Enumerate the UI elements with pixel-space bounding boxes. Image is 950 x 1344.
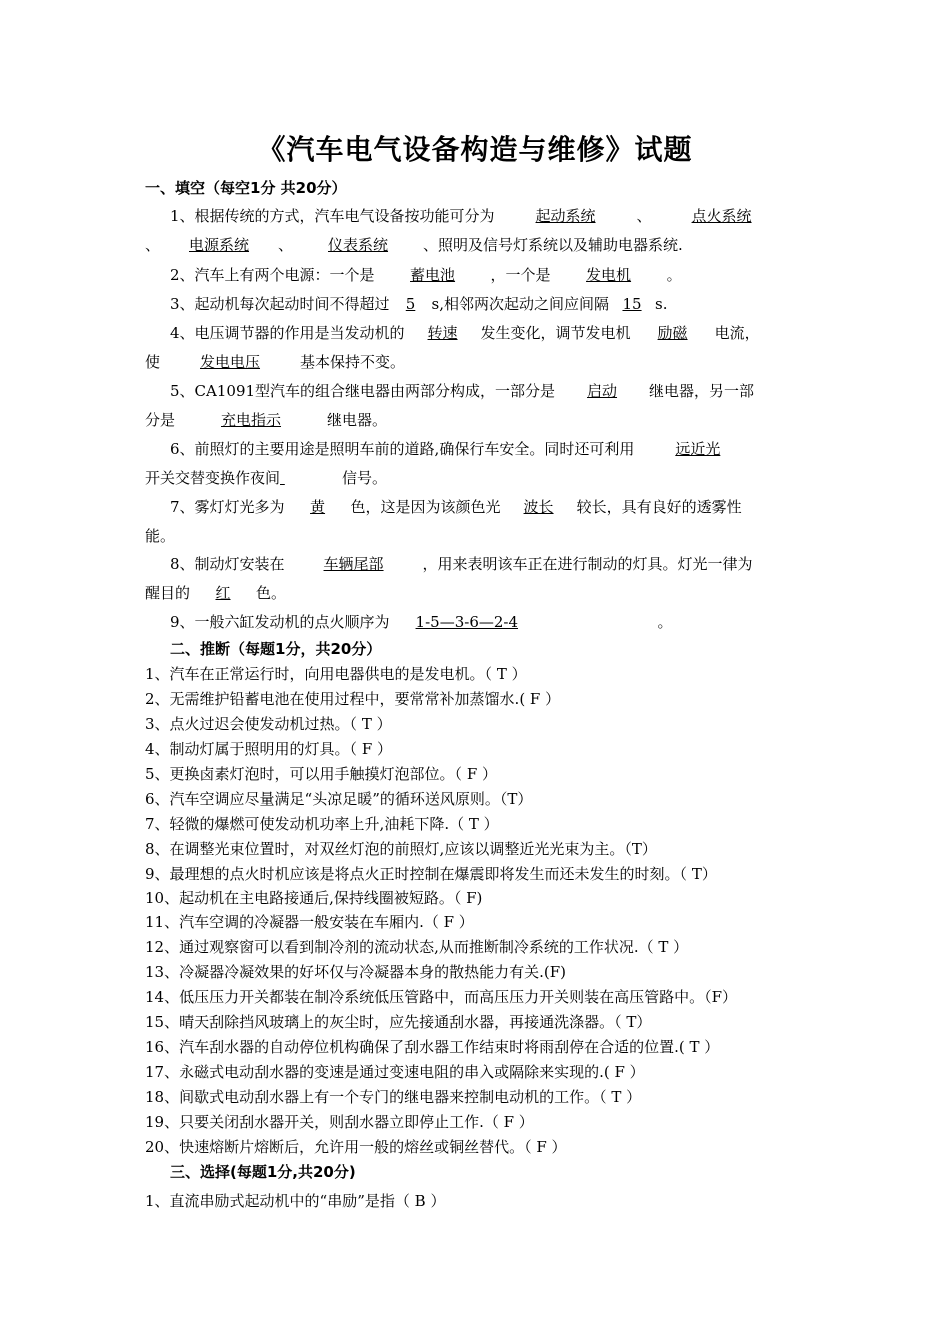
fill-question-3: 3、起动机每次起动时间不得超过 5 s,相邻两次起动之间应间隔 15 s. (170, 295, 668, 313)
tf-item: 19、只要关闭刮水器开关，则刮水器立即停止工作.（ F ） (145, 1113, 534, 1131)
fill-question-8-line-1: 8、制动灯安装在 车辆尾部 ，用来表明该车正在进行制动的灯具。灯光一律为 (170, 555, 753, 573)
section-heading-fill-in: 一、填空（每空1分 共20分） (145, 179, 347, 197)
choice-question-1: 1、直流串励式起动机中的“串励”是指（ B ） (145, 1192, 446, 1210)
section-heading-true-false: 二、推断（每题1分，共20分） (170, 640, 382, 658)
page-title: 《汽车电气设备构造与维修》试题 (257, 133, 693, 166)
fill-question-8-line-2: 醒目的 红 色。 (145, 584, 287, 602)
tf-item: 20、快速熔断片熔断后，允许用一般的熔丝或铜丝替代。（ F ） (145, 1138, 567, 1156)
answer-blank: 远近光 (675, 440, 721, 458)
answer-blank: 电源系统 (189, 236, 250, 254)
tf-item: 15、晴天刮除挡风玻璃上的灰尘时，应先接通刮水器，再接通洗涤器。（ T） (145, 1013, 652, 1031)
answer-blank: 15 (622, 295, 642, 313)
answer-blank: 蓄电池 (410, 266, 456, 284)
fill-question-6-line-1: 6、前照灯的主要用途是照明车前的道路,确保行车安全。同时还可利用 远近光 (170, 440, 721, 458)
tf-item: 6、汽车空调应尽量满足“头凉足暖”的循环送风原则。（T） (145, 790, 533, 808)
tf-item: 2、无需维护铅蓄电池在使用过程中，要常常补加蒸馏水.( F ） (145, 690, 561, 708)
fill-question-9: 9、一般六缸发动机的点火顺序为 1-5—3-6—2-4 。 (170, 613, 673, 631)
tf-item: 10、起动机在主电路接通后,保持线圈被短路。（ F) (145, 889, 483, 907)
fill-question-7-line-2: 能。 (145, 527, 176, 545)
tf-item: 11、汽车空调的冷凝器一般安装在车厢内.（ F ） (145, 913, 474, 931)
tf-item: 7、轻微的爆燃可使发动机功率上升,油耗下降.（ T ） (145, 815, 499, 833)
answer-blank: 红 (215, 584, 231, 602)
answer-blank: 转速 (427, 324, 458, 342)
tf-item: 12、通过观察窗可以看到制冷剂的流动状态,从而推断制冷系统的工作状况.（ T ） (145, 938, 689, 956)
answer-blank: 车辆尾部 (323, 555, 384, 573)
tf-item: 13、冷凝器冷凝效果的好坏仅与冷凝器本身的散热能力有关.(F) (145, 963, 566, 981)
tf-item: 3、点火过迟会使发动机过热。（ T ） (145, 715, 392, 733)
answer-blank: 发电电压 (200, 353, 261, 371)
answer-blank: 波长 (523, 498, 554, 516)
answer-blank: 充电指示 (221, 411, 282, 429)
fill-question-1-line-1: 1、根据传统的方式，汽车电气设备按功能可分为 起动系统 、 点火系统 (170, 207, 752, 225)
tf-item: 17、永磁式电动刮水器的变速是通过变速电阻的串入或隔除来实现的.( F ） (145, 1063, 645, 1081)
fill-question-7-line-1: 7、雾灯灯光多为 黄 色，这是因为该颜色光 波长 较长，具有良好的透雾性 (170, 498, 742, 516)
tf-item: 4、制动灯属于照明用的灯具。（ F ） (145, 740, 392, 758)
answer-blank: 1-5—3-6—2-4 (415, 613, 519, 631)
answer-blank: 仪表系统 (328, 236, 389, 254)
tf-item: 8、在调整光束位置时，对双丝灯泡的前照灯,应该以调整近光光束为主。（T） (145, 840, 657, 858)
answer-blank: 励磁 (657, 324, 688, 342)
fill-question-6-line-2: 开关交替变换作夜间 信号。 (145, 469, 388, 487)
tf-item: 16、汽车刮水器的自动停位机构确保了刮水器工作结束时将雨刮停在合适的位置.( T ） (145, 1038, 720, 1056)
section-heading-multiple-choice: 三、选择(每题1分,共20分) (170, 1163, 356, 1181)
tf-item: 1、汽车在正常运行时，向用电器供电的是发电机。（ T ） (145, 665, 527, 683)
answer-blank: 黄 (310, 498, 326, 516)
fill-question-5-line-2: 分是 充电指示 继电器。 (145, 411, 388, 429)
fill-question-4-line-1: 4、电压调节器的作用是当发动机的 转速 发生变化，调节发电机 励磁 电流， (170, 324, 760, 342)
answer-blank: 发电机 (586, 266, 632, 284)
tf-item: 9、最理想的点火时机应该是将点火正时控制在爆震即将发生而还未发生的时刻。（ T） (145, 865, 717, 883)
answer-blank: 启动 (587, 382, 618, 400)
answer-blank: 点火系统 (691, 207, 752, 225)
fill-question-2: 2、汽车上有两个电源：一个是 蓄电池 ，一个是 发电机 。 (170, 266, 682, 284)
fill-question-4-line-2: 使 发电电压 基本保持不变。 (145, 353, 406, 371)
tf-item: 18、间歇式电动刮水器上有一个专门的继电器来控制电动机的工作。（ T ） (145, 1088, 642, 1106)
answer-blank: 起动系统 (535, 207, 596, 225)
tf-item: 14、低压压力开关都装在制冷系统低压管路中，而高压压力开关则装在高压管路中。（F） (145, 988, 737, 1006)
fill-question-5-line-1: 5、CA1091型汽车的组合继电器由两部分构成，一部分是 启动 继电器，另一部 (170, 382, 755, 400)
answer-blank (280, 467, 342, 489)
tf-item: 5、更换卤素灯泡时，可以用手触摸灯泡部位。（ F ） (145, 765, 497, 783)
answer-blank: 5 (405, 295, 416, 313)
fill-question-1-line-2: 、 电源系统 、 仪表系统 、照明及信号灯系统以及辅助电器系统. (145, 236, 683, 254)
